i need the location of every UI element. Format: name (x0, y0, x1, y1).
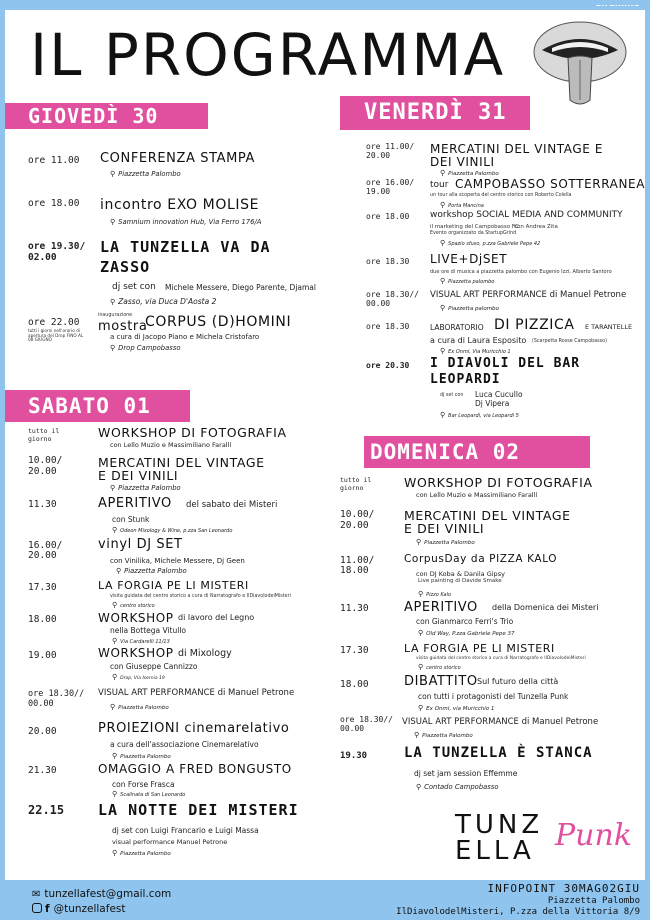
location-pin-icon: ⚲ (416, 783, 422, 791)
event-time: 22.15 (28, 803, 65, 817)
footer-email[interactable]: ✉ tunzellafest@gmail.com (32, 888, 172, 900)
event-time: tutto il (340, 476, 372, 484)
event-title-suffix: del sabato dei Misteri (186, 500, 278, 510)
location-pin-icon: ⚲ (440, 347, 446, 355)
event-time: 10.00/ (340, 509, 375, 520)
event-time-end: 19.00 (366, 187, 391, 196)
event-title: VISUAL ART PERFORMANCE di Manuel Petrone (402, 717, 599, 727)
event-sub: il marketing del Campobasso FC (430, 224, 519, 230)
event-title-line2: ZASSO (100, 258, 151, 276)
event-title: LA TUNZELLA È STANCA (404, 745, 593, 761)
event-location: ⚲ Drop, Via Isernia 19 (112, 673, 165, 681)
event-sub: dj set con (112, 282, 156, 292)
location-pin-icon: ⚲ (112, 752, 118, 760)
event-time-end: 20.00 (340, 520, 369, 531)
event-time: 10.00/ (28, 455, 63, 466)
location-pin-icon: ⚲ (110, 298, 116, 306)
event-title: MERCATINI DEL VINTAGE (98, 455, 265, 470)
event-time: 20.00 (28, 726, 57, 737)
event-time: 11.00/ (340, 555, 375, 566)
event-title-prefix: mostra (98, 319, 148, 334)
event-title-line2: E DEI VINILI (98, 468, 179, 483)
event-title: APERITIVO (404, 600, 478, 615)
event-note: visita guidata del centro storico a cura di Narratografo e IlDiavolodeiMisteri (110, 594, 291, 599)
location-pin-icon: ⚲ (110, 703, 116, 711)
location-pin-icon: ⚲ (110, 484, 116, 492)
event-title-suffix: di Mixology (178, 648, 232, 659)
event-title: WORKSHOP (98, 646, 174, 660)
page-title: IL PROGRAMMA (30, 21, 506, 89)
event-time: ore 11.00/ (366, 142, 415, 151)
event-sub-name2: Dj Vipera (475, 399, 510, 408)
day-header-domenica: DOMENICA 02 (364, 436, 590, 468)
event-location: ⚲ Porta Mancina (440, 201, 484, 209)
event-title-suffix: Sul futuro della città (477, 677, 559, 686)
event-sub: con Giuseppe Cannizzo (110, 662, 198, 671)
event-time: 19.00 (28, 650, 57, 661)
event-sub: con tutti i protagonisti del Tunzella Punk (418, 692, 569, 701)
event-location: ⚲ Piazzetta Palombo (440, 169, 499, 177)
event-title: incontro EXO MOLISE (100, 197, 260, 213)
event-note: un tour alla scoperta del centro storico con Roberto Colella (430, 193, 572, 198)
event-title: PROIEZIONI cinemarelativo (98, 721, 290, 736)
event-title-suffix: di lavoro del Legno (178, 613, 255, 622)
instagram-icon (32, 903, 42, 913)
event-title: CORPUS (D)HOMINI (145, 314, 292, 330)
event-time: 18.00 (340, 679, 369, 690)
location-pin-icon: ⚲ (112, 526, 118, 534)
event-title: CorpusDay da PIZZA KALO (404, 553, 558, 565)
event-sub: con Lello Muzio e Massimiliano Farallí (110, 441, 232, 449)
event-title-prefix: tour (430, 180, 449, 190)
event-location: ⚲ Old Way, P.zza Gabriele Pepe 37 (418, 629, 515, 637)
event-location: ⚲ Piazzetta Palombo (110, 703, 169, 711)
event-title: CAMPOBASSO SOTTERRANEA (455, 177, 646, 191)
event-time-end: 00.00 (340, 724, 365, 733)
event-location: ⚲ Piazzetta Palombo (110, 484, 181, 492)
footer-address-2: IlDiavolodelMisteri, P.zza della Vittoria 8/9 (396, 907, 640, 917)
event-location: ⚲ Ex Onmi, via Muricchio 1 (418, 704, 495, 712)
event-sub: a cura di Jacopo Piano e Michela Cristofaro (110, 333, 260, 341)
event-location: ⚲ Spazio sfuso, p.zza Gabriele Pepe 42 (440, 239, 541, 247)
event-pre: inaugurazione (98, 313, 133, 318)
location-pin-icon: ⚲ (110, 344, 116, 352)
event-time: 11.30 (28, 499, 57, 510)
event-time: ore 18.30 (366, 257, 410, 266)
mail-icon: ✉ (32, 889, 41, 900)
event-note: due ore di musica a piazzetta palombo con Eugenio Izzi, Alberto Santoro (430, 269, 612, 275)
event-sub2: visual performance Manuel Petrone (112, 838, 228, 846)
event-location: ⚲ centro storico (112, 601, 155, 609)
event-time-end: giorno (340, 484, 364, 492)
event-location: ⚲ Odeon Mixology & Wine, p.zza San Leonardo (112, 526, 233, 534)
event-title: MERCATINI DEL VINTAGE (404, 508, 571, 523)
location-pin-icon: ⚲ (418, 590, 424, 598)
footer-infopoint: INFOPOINT 30MAG02GIU (487, 882, 640, 895)
event-location: ⚲ Piazzetta Palombo (414, 731, 473, 739)
event-title: DI PIZZICA (494, 317, 575, 333)
event-time: 18.00 (28, 614, 57, 625)
event-time: 21.30 (28, 765, 57, 776)
location-pin-icon: ⚲ (418, 704, 424, 712)
event-time: tutto il (28, 427, 60, 435)
event-title: LA TUNZELLA VA DA (100, 238, 271, 256)
event-location: ⚲ Zasso, via Duca D'Aosta 2 (110, 297, 217, 306)
location-pin-icon: ⚲ (440, 239, 446, 247)
logo-punk: Punk (555, 818, 633, 853)
event-time: 16.00/ (28, 540, 63, 551)
event-sub: con Stunk (112, 515, 150, 524)
event-sub: dj set con Luigi Francario e Luigi Massa (112, 826, 259, 835)
event-note: Live painting di Davide Smake (418, 578, 502, 584)
event-title: VISUAL ART PERFORMANCE di Manuel Petrone (430, 290, 627, 300)
event-title: LA FORGIA PE LI MISTERI (404, 642, 555, 655)
event-time: ore 16.00/ (366, 178, 415, 187)
event-title-line2: E DEI VINILI (404, 521, 485, 536)
event-time: ore 19.30/ (28, 241, 86, 252)
event-title: LA FORGIA PE LI MISTERI (98, 579, 249, 592)
event-title: DIBATTITO (404, 674, 478, 689)
event-title: WORKSHOP (98, 611, 174, 625)
tunzella-punk-logo (455, 810, 633, 866)
event-time: ore 20.30 (366, 361, 410, 370)
event-title-suffix: della Domenica dei Misteri (492, 603, 599, 612)
event-time: ore 18.30 (366, 322, 410, 331)
event-time: ore 18.30// (28, 689, 85, 699)
event-location: ⚲ Ex Onmi, Via Muricchio 1 (440, 347, 511, 355)
event-location: ⚲ Piazzetta Palombo (112, 752, 171, 760)
event-time-end: 00.00 (28, 699, 54, 709)
event-note: visita guidata del centro storico a cura di Narratografo e IlDiavolodeiMisteri (416, 656, 586, 661)
location-pin-icon: ⚲ (440, 411, 446, 419)
event-sub: con Vinilika, Michele Messere, Dj Geen (110, 557, 245, 565)
event-sub: con Gianmarco Ferri's Trio (416, 617, 514, 626)
facebook-icon: f (45, 903, 50, 915)
event-location: ⚲ Drop Campobasso (110, 344, 181, 352)
top-band (0, 0, 650, 10)
event-title: MERCATINI DEL VINTAGE E (430, 142, 604, 156)
location-pin-icon: ⚲ (418, 663, 424, 671)
event-title: I DIAVOLI DEL BAR (430, 356, 581, 371)
event-note: Evento organizzato da StartupGrind (430, 231, 517, 236)
event-sub: con Forse Frasca (112, 780, 175, 789)
brand-label: effemme (595, 0, 640, 9)
event-sub2: con Andrea Zita (514, 224, 558, 230)
event-time: 17.30 (28, 582, 57, 593)
location-pin-icon: ⚲ (112, 849, 118, 857)
location-pin-icon: ⚲ (110, 218, 116, 226)
event-sub: nella Bottega Vitullo (110, 626, 186, 635)
event-time-end: 00.00 (366, 299, 391, 308)
event-time: 19.30 (340, 751, 368, 761)
event-sub: dj set jam session Effemme (414, 769, 518, 778)
event-note: (Scarpetta Rosse Campobasso) (532, 339, 607, 344)
event-location: ⚲ Piazzetta Palombo (112, 849, 171, 857)
event-title: LA NOTTE DEI MISTERI (98, 801, 299, 819)
event-time: ore 18.00 (366, 212, 410, 221)
event-sub: a cura dell'associazione Cinemarelativo (110, 740, 259, 749)
event-location: ⚲ Samnium innovation Hub, Via Ferro 176/A (110, 218, 262, 226)
event-location: ⚲ Piazzetta Palombo (116, 567, 187, 575)
location-pin-icon: ⚲ (440, 304, 446, 312)
location-pin-icon: ⚲ (440, 169, 446, 177)
location-pin-icon: ⚲ (112, 790, 118, 798)
event-sub: con DJ Koba & Danila Gipsy (416, 570, 505, 578)
event-sub: dj set con (440, 393, 464, 398)
event-time: ore 11.00 (28, 155, 80, 166)
event-time: ore 18.30// (366, 290, 419, 299)
event-title: workshop SOCIAL MEDIA AND COMMUNITY (430, 210, 623, 220)
location-pin-icon: ⚲ (116, 567, 122, 575)
day-header-sabato: SABATO 01 (0, 390, 190, 422)
event-title: LIVE+DjSET (430, 252, 508, 266)
event-sub-names: Michele Messere, Diego Parente, Djamal (165, 283, 316, 292)
footer-social[interactable]: f @tunzellafest (32, 903, 126, 915)
event-time: 11.30 (340, 603, 369, 614)
location-pin-icon: ⚲ (418, 629, 424, 637)
event-time-end: giorno (28, 435, 52, 443)
event-time: ore 22.00 (28, 317, 80, 328)
event-time: ore 18.00 (28, 198, 80, 209)
event-title-line2: DEI VINILI (430, 155, 495, 169)
logo-line-1: TUNZ (455, 810, 544, 840)
day-header-giovedi: GIOVEDÌ 30 (0, 103, 208, 129)
logo-line-2: ELLA (455, 836, 535, 866)
event-title-suffix: E TARANTELLE (585, 323, 633, 331)
event-sub-name1: Luca Cucullo (475, 390, 523, 399)
location-pin-icon: ⚲ (414, 731, 420, 739)
location-pin-icon: ⚲ (112, 673, 118, 681)
event-location: ⚲ Piazzetta palombo (440, 277, 495, 285)
location-pin-icon: ⚲ (112, 637, 118, 645)
event-location: ⚲ Piazzetta Palombo (110, 170, 181, 178)
event-sub: con Lello Muzio e Massimiliano Farallí (416, 491, 538, 499)
event-time-end: 02.00 (28, 252, 57, 263)
event-title: OMAGGIO A FRED BONGUSTO (98, 762, 292, 776)
event-sub: a cura di Laura Esposito (430, 336, 527, 345)
event-location: ⚲ Pizzo Kalo (418, 590, 452, 598)
event-title: APERITIVO (98, 496, 172, 511)
footer-address-1: Piazzetta Palombo (547, 896, 640, 906)
event-note: tutti i giorni nell'orario di apertura del Drop FINO AL 08 GIUGNO (28, 328, 84, 343)
event-title: vinyl DJ SET (98, 537, 183, 552)
event-title: CONFERENZA STAMPA (100, 151, 256, 166)
event-time-end: 20.00 (28, 550, 57, 561)
event-location: ⚲ centro storico (418, 663, 461, 671)
event-time: 17.30 (340, 645, 369, 656)
event-location: ⚲ Scalinata di San Leonardo (112, 790, 186, 798)
event-time-end: 20.00 (366, 151, 391, 160)
location-pin-icon: ⚲ (440, 201, 446, 209)
event-title-prefix: LABORATORIO (430, 323, 484, 332)
event-title-line2: LEOPARDI (430, 372, 501, 387)
location-pin-icon: ⚲ (440, 277, 446, 285)
event-location: ⚲ Piazzetta Palombo (416, 538, 475, 546)
event-location: ⚲ Via Cardarelli 11/13 (112, 637, 170, 645)
location-pin-icon: ⚲ (110, 170, 116, 178)
event-location: ⚲ Piazzetta palombo (440, 304, 499, 312)
event-title: WORKSHOP DI FOTOGRAFIA (98, 425, 287, 440)
event-time-end: 18.00 (340, 565, 369, 576)
location-pin-icon: ⚲ (112, 601, 118, 609)
event-location: ⚲ Bar Leopardi, via Leopardi 5 (440, 411, 519, 419)
mouth-illustration (530, 10, 630, 110)
event-time-end: 20.00 (28, 466, 57, 477)
event-title: WORKSHOP DI FOTOGRAFIA (404, 475, 593, 490)
location-pin-icon: ⚲ (416, 538, 422, 546)
event-title: VISUAL ART PERFORMANCE di Manuel Petrone (98, 688, 295, 698)
event-location: ⚲ Contado Campobasso (416, 783, 499, 791)
day-header-venerdi: VENERDÌ 31 (340, 96, 530, 130)
event-time: ore 18.30// (340, 715, 393, 724)
